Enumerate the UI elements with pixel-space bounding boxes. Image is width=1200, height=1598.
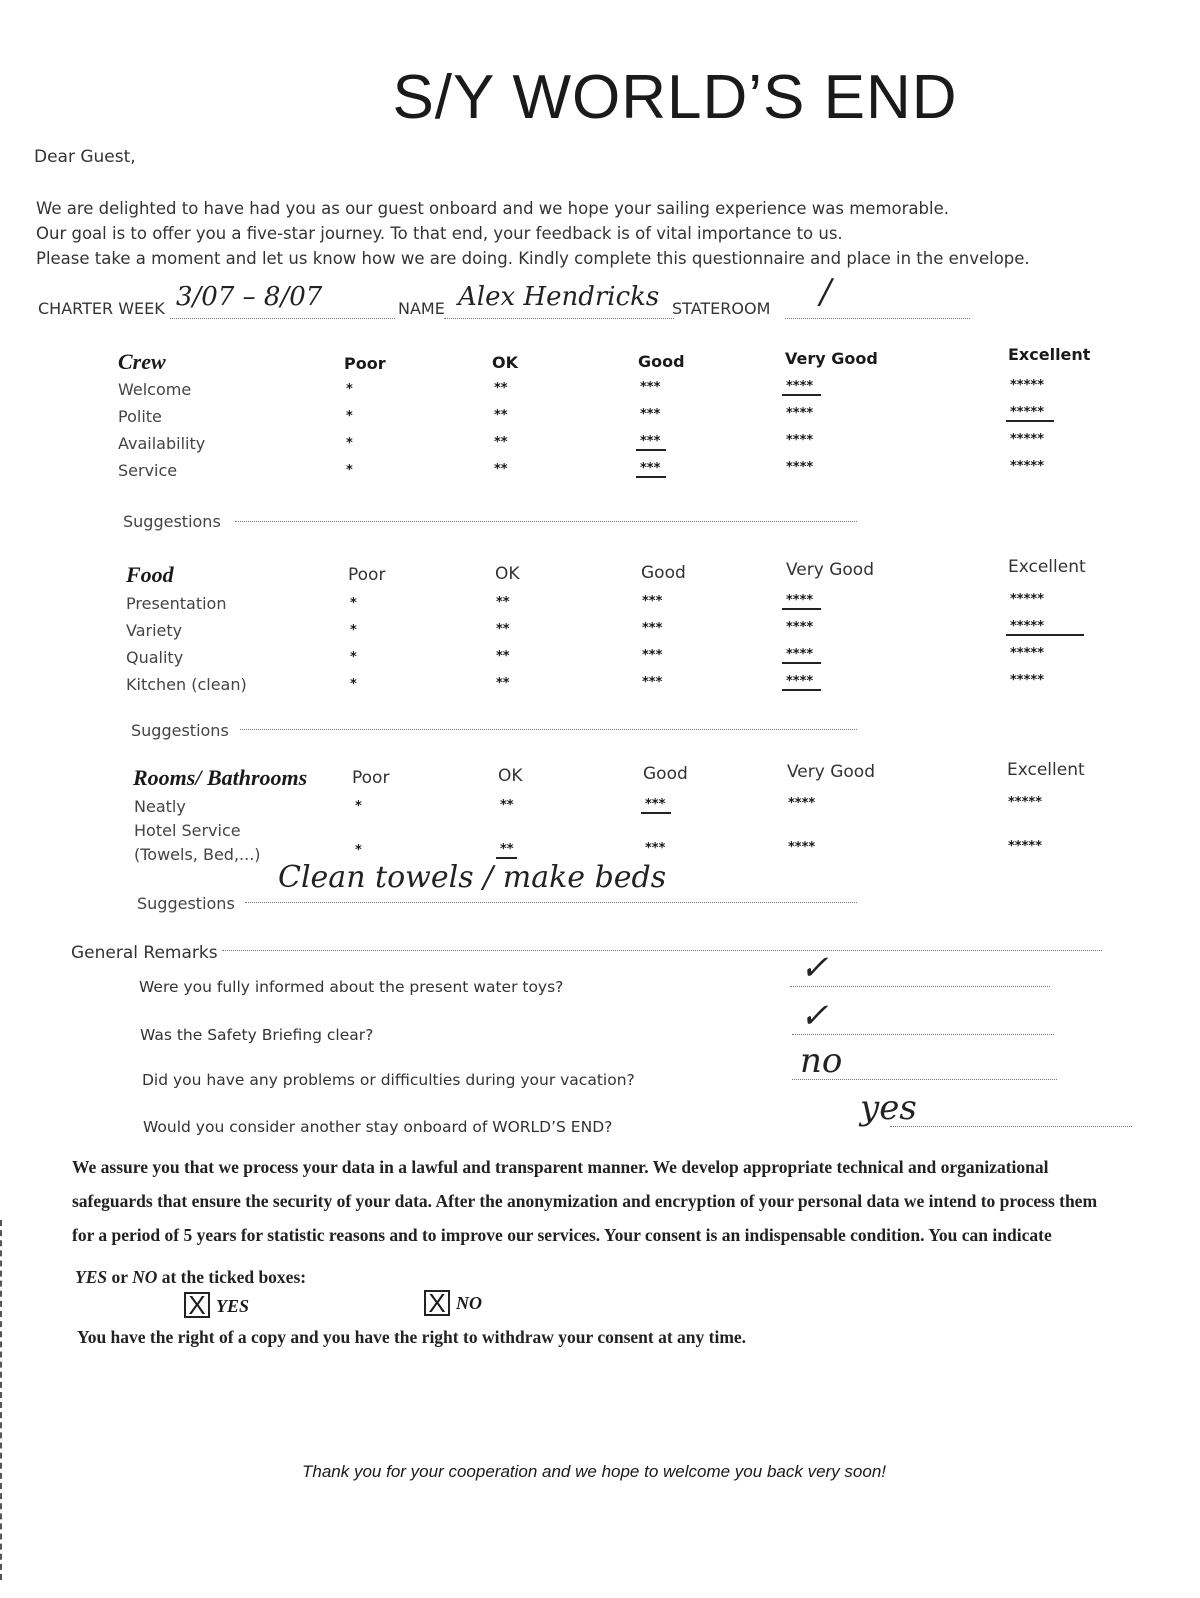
crew-rating-ok[interactable]: ** (494, 435, 508, 450)
food-rating-very-good[interactable]: **** (786, 593, 814, 608)
rooms-col-excellent: Excellent (1007, 760, 1085, 780)
charter-week-value[interactable]: 3/07 – 8/07 (176, 282, 323, 312)
food-rating-good[interactable]: *** (642, 648, 663, 663)
food-row-label: Presentation (126, 594, 227, 613)
crew-rating-poor[interactable]: * (346, 436, 353, 451)
food-rating-ok[interactable]: ** (496, 622, 510, 637)
crew-rating-good[interactable]: *** (640, 407, 661, 422)
food-rating-excellent[interactable]: ***** (1010, 619, 1044, 634)
general-remarks-label: General Remarks (71, 943, 218, 963)
rooms-suggestions-value[interactable]: Clean towels / make beds (278, 860, 667, 895)
crew-col-poor: Poor (344, 354, 386, 373)
food-rating-excellent[interactable]: ***** (1010, 673, 1044, 688)
food-col-excellent: Excellent (1008, 557, 1086, 577)
food-rating-poor[interactable]: * (350, 596, 357, 611)
food-selected-underline (782, 662, 821, 664)
crew-rating-excellent[interactable]: ***** (1010, 432, 1044, 447)
food-col-very-good: Very Good (786, 560, 874, 580)
crew-row-label: Welcome (118, 380, 192, 399)
consent-no-checkbox[interactable]: X (424, 1290, 450, 1316)
crew-rating-excellent[interactable]: ***** (1010, 459, 1044, 474)
general-answer-value[interactable]: no (800, 1041, 843, 1081)
legal-line-2: safeguards that ensure the security of your data. After the anonymization and encryption of your personal data we intend to process them (72, 1191, 1098, 1211)
crew-rating-very-good[interactable]: **** (786, 406, 814, 421)
rooms-col-poor: Poor (352, 768, 390, 788)
crew-row-label: Service (118, 461, 178, 480)
food-rating-poor[interactable]: * (350, 677, 357, 692)
crew-suggestions-label: Suggestions (123, 512, 221, 531)
rooms-selected-underline (641, 812, 671, 814)
consent-no-label: NO (456, 1293, 482, 1313)
food-col-poor: Poor (348, 565, 386, 585)
rooms-rating-good[interactable]: *** (645, 841, 666, 856)
general-answer-line (792, 1034, 1054, 1035)
crew-rating-poor[interactable]: * (346, 463, 353, 478)
crew-row-label: Availability (118, 434, 206, 453)
rooms-rating-poor[interactable]: * (355, 799, 362, 814)
crew-rating-ok[interactable]: ** (494, 381, 508, 396)
rooms-col-ok: OK (498, 766, 523, 786)
crew-rating-poor[interactable]: * (346, 382, 353, 397)
rooms-col-very-good: Very Good (787, 762, 875, 782)
stateroom-label: STATEROOM (672, 299, 771, 318)
crew-col-very-good: Very Good (785, 349, 878, 368)
crew-selected-underline (1006, 420, 1054, 422)
general-answer-line (790, 986, 1050, 987)
crew-rating-good[interactable]: *** (640, 380, 661, 395)
greeting: Dear Guest, (34, 147, 136, 167)
rooms-title: Rooms/ Bathrooms (133, 765, 308, 790)
name-value[interactable]: Alex Hendricks (458, 282, 660, 312)
rooms-selected-underline (496, 857, 517, 859)
consent-yes-label: YES (216, 1296, 250, 1316)
rooms-row-label: Hotel Service (134, 821, 241, 840)
crew-col-good: Good (638, 352, 685, 371)
crew-title: Crew (118, 349, 166, 374)
food-rating-ok[interactable]: ** (496, 595, 510, 610)
food-rating-ok[interactable]: ** (496, 676, 510, 691)
page-title: S/Y WORLD’S END (392, 63, 958, 132)
food-suggestions-line[interactable] (240, 729, 857, 730)
scan-edge-mark (0, 1220, 8, 1580)
crew-rating-very-good[interactable]: **** (786, 433, 814, 448)
crew-rating-good[interactable]: *** (640, 434, 661, 449)
general-answer-value[interactable]: yes (860, 1088, 917, 1128)
food-col-good: Good (641, 563, 686, 583)
food-selected-underline (1006, 634, 1084, 636)
food-rating-poor[interactable]: * (350, 623, 357, 638)
general-question-text: Would you consider another stay onboard of WORLD’S END? (143, 1118, 613, 1136)
general-answer-value[interactable]: ✓ (800, 996, 829, 1036)
crew-rating-ok[interactable]: ** (494, 462, 508, 477)
general-remarks-line[interactable] (222, 950, 1102, 951)
food-rating-ok[interactable]: ** (496, 649, 510, 664)
rooms-col-good: Good (643, 764, 688, 784)
intro-line-1: We are delighted to have had you as our guest onboard and we hope your sailing experience was memorable. (36, 199, 949, 218)
consent-yes-checkbox[interactable]: X (184, 1292, 210, 1318)
rooms-rating-very-good[interactable]: **** (788, 840, 816, 855)
food-row-label: Kitchen (clean) (126, 675, 247, 694)
food-rating-very-good[interactable]: **** (786, 620, 814, 635)
legal-line-1: We assure you that we process your data in a lawful and transparent manner. We develop appropriate technical and organizational (72, 1157, 1049, 1177)
legal-line-4-rest: at the ticked boxes: (157, 1267, 307, 1287)
rooms-row-label: Neatly (134, 797, 186, 816)
crew-selected-underline (782, 394, 821, 396)
stateroom-line (785, 318, 970, 319)
crew-rating-ok[interactable]: ** (494, 408, 508, 423)
general-question-text: Were you fully informed about the present water toys? (139, 978, 564, 996)
crew-rating-good[interactable]: *** (640, 461, 661, 476)
food-rating-good[interactable]: *** (642, 675, 663, 690)
food-rating-poor[interactable]: * (350, 650, 357, 665)
crew-col-excellent: Excellent (1008, 345, 1091, 364)
crew-rating-poor[interactable]: * (346, 409, 353, 424)
crew-suggestions-line[interactable] (235, 521, 857, 522)
crew-row-label: Polite (118, 407, 162, 426)
name-label: NAME (398, 299, 445, 318)
food-selected-underline (782, 689, 821, 691)
name-line (444, 318, 674, 319)
food-row-label: Quality (126, 648, 184, 667)
crew-selected-underline (636, 449, 666, 451)
intro-line-3: Please take a moment and let us know how we are doing. Kindly complete this questionnaire and place in the envelope. (36, 249, 1030, 268)
crew-rating-excellent[interactable]: ***** (1010, 405, 1044, 420)
rooms-suggestions-line (245, 902, 857, 903)
general-answer-value[interactable]: ✓ (800, 948, 829, 988)
general-question-text: Did you have any problems or difficulties during your vacation? (142, 1071, 635, 1089)
food-title: Food (126, 562, 174, 587)
food-rating-excellent[interactable]: ***** (1010, 592, 1044, 607)
food-row-label: Variety (126, 621, 183, 640)
rooms-rating-good[interactable]: *** (645, 797, 666, 812)
crew-rating-excellent[interactable]: ***** (1010, 378, 1044, 393)
copy-right-text: You have the right of a copy and you have the right to withdraw your consent at any time. (77, 1327, 747, 1347)
rooms-rating-very-good[interactable]: **** (788, 796, 816, 811)
rooms-row-sublabel: (Towels, Bed,...) (134, 845, 261, 864)
food-rating-very-good[interactable]: **** (786, 647, 814, 662)
food-rating-good[interactable]: *** (642, 594, 663, 609)
rooms-rating-excellent[interactable]: ***** (1008, 795, 1042, 810)
food-col-ok: OK (495, 564, 520, 584)
rooms-rating-ok[interactable]: ** (500, 842, 514, 857)
rooms-suggestions-label: Suggestions (137, 894, 235, 913)
food-selected-underline (782, 608, 821, 610)
general-answer-line (890, 1126, 1132, 1127)
charter-week-line (170, 318, 395, 319)
crew-col-ok: OK (492, 353, 518, 372)
legal-line-3: for a period of 5 years for statistic reasons and to improve our services. Your consent is an indispensable condition. You can indicate (72, 1225, 1052, 1245)
food-suggestions-label: Suggestions (131, 721, 229, 740)
legal-or: or (107, 1267, 133, 1287)
crew-rating-very-good[interactable]: **** (786, 379, 814, 394)
charter-week-label: CHARTER WEEK (38, 299, 165, 318)
crew-rating-very-good[interactable]: **** (786, 460, 814, 475)
rooms-rating-ok[interactable]: ** (500, 798, 514, 813)
rooms-rating-excellent[interactable]: ***** (1008, 839, 1042, 854)
intro-line-2: Our goal is to offer you a five-star journey. To that end, your feedback is of vital importance to us. (36, 224, 843, 243)
legal-yes-word: YES (75, 1267, 108, 1287)
stateroom-value[interactable]: / (820, 272, 832, 312)
food-rating-excellent[interactable]: ***** (1010, 646, 1044, 661)
food-rating-very-good[interactable]: **** (786, 674, 814, 689)
thanks-note: Thank you for your cooperation and we hope to welcome you back very soon! (302, 1462, 887, 1481)
crew-selected-underline (636, 476, 666, 478)
food-rating-good[interactable]: *** (642, 621, 663, 636)
rooms-rating-poor[interactable]: * (355, 843, 362, 858)
legal-no-word: NO (132, 1267, 158, 1287)
general-question-text: Was the Safety Briefing clear? (140, 1026, 374, 1044)
